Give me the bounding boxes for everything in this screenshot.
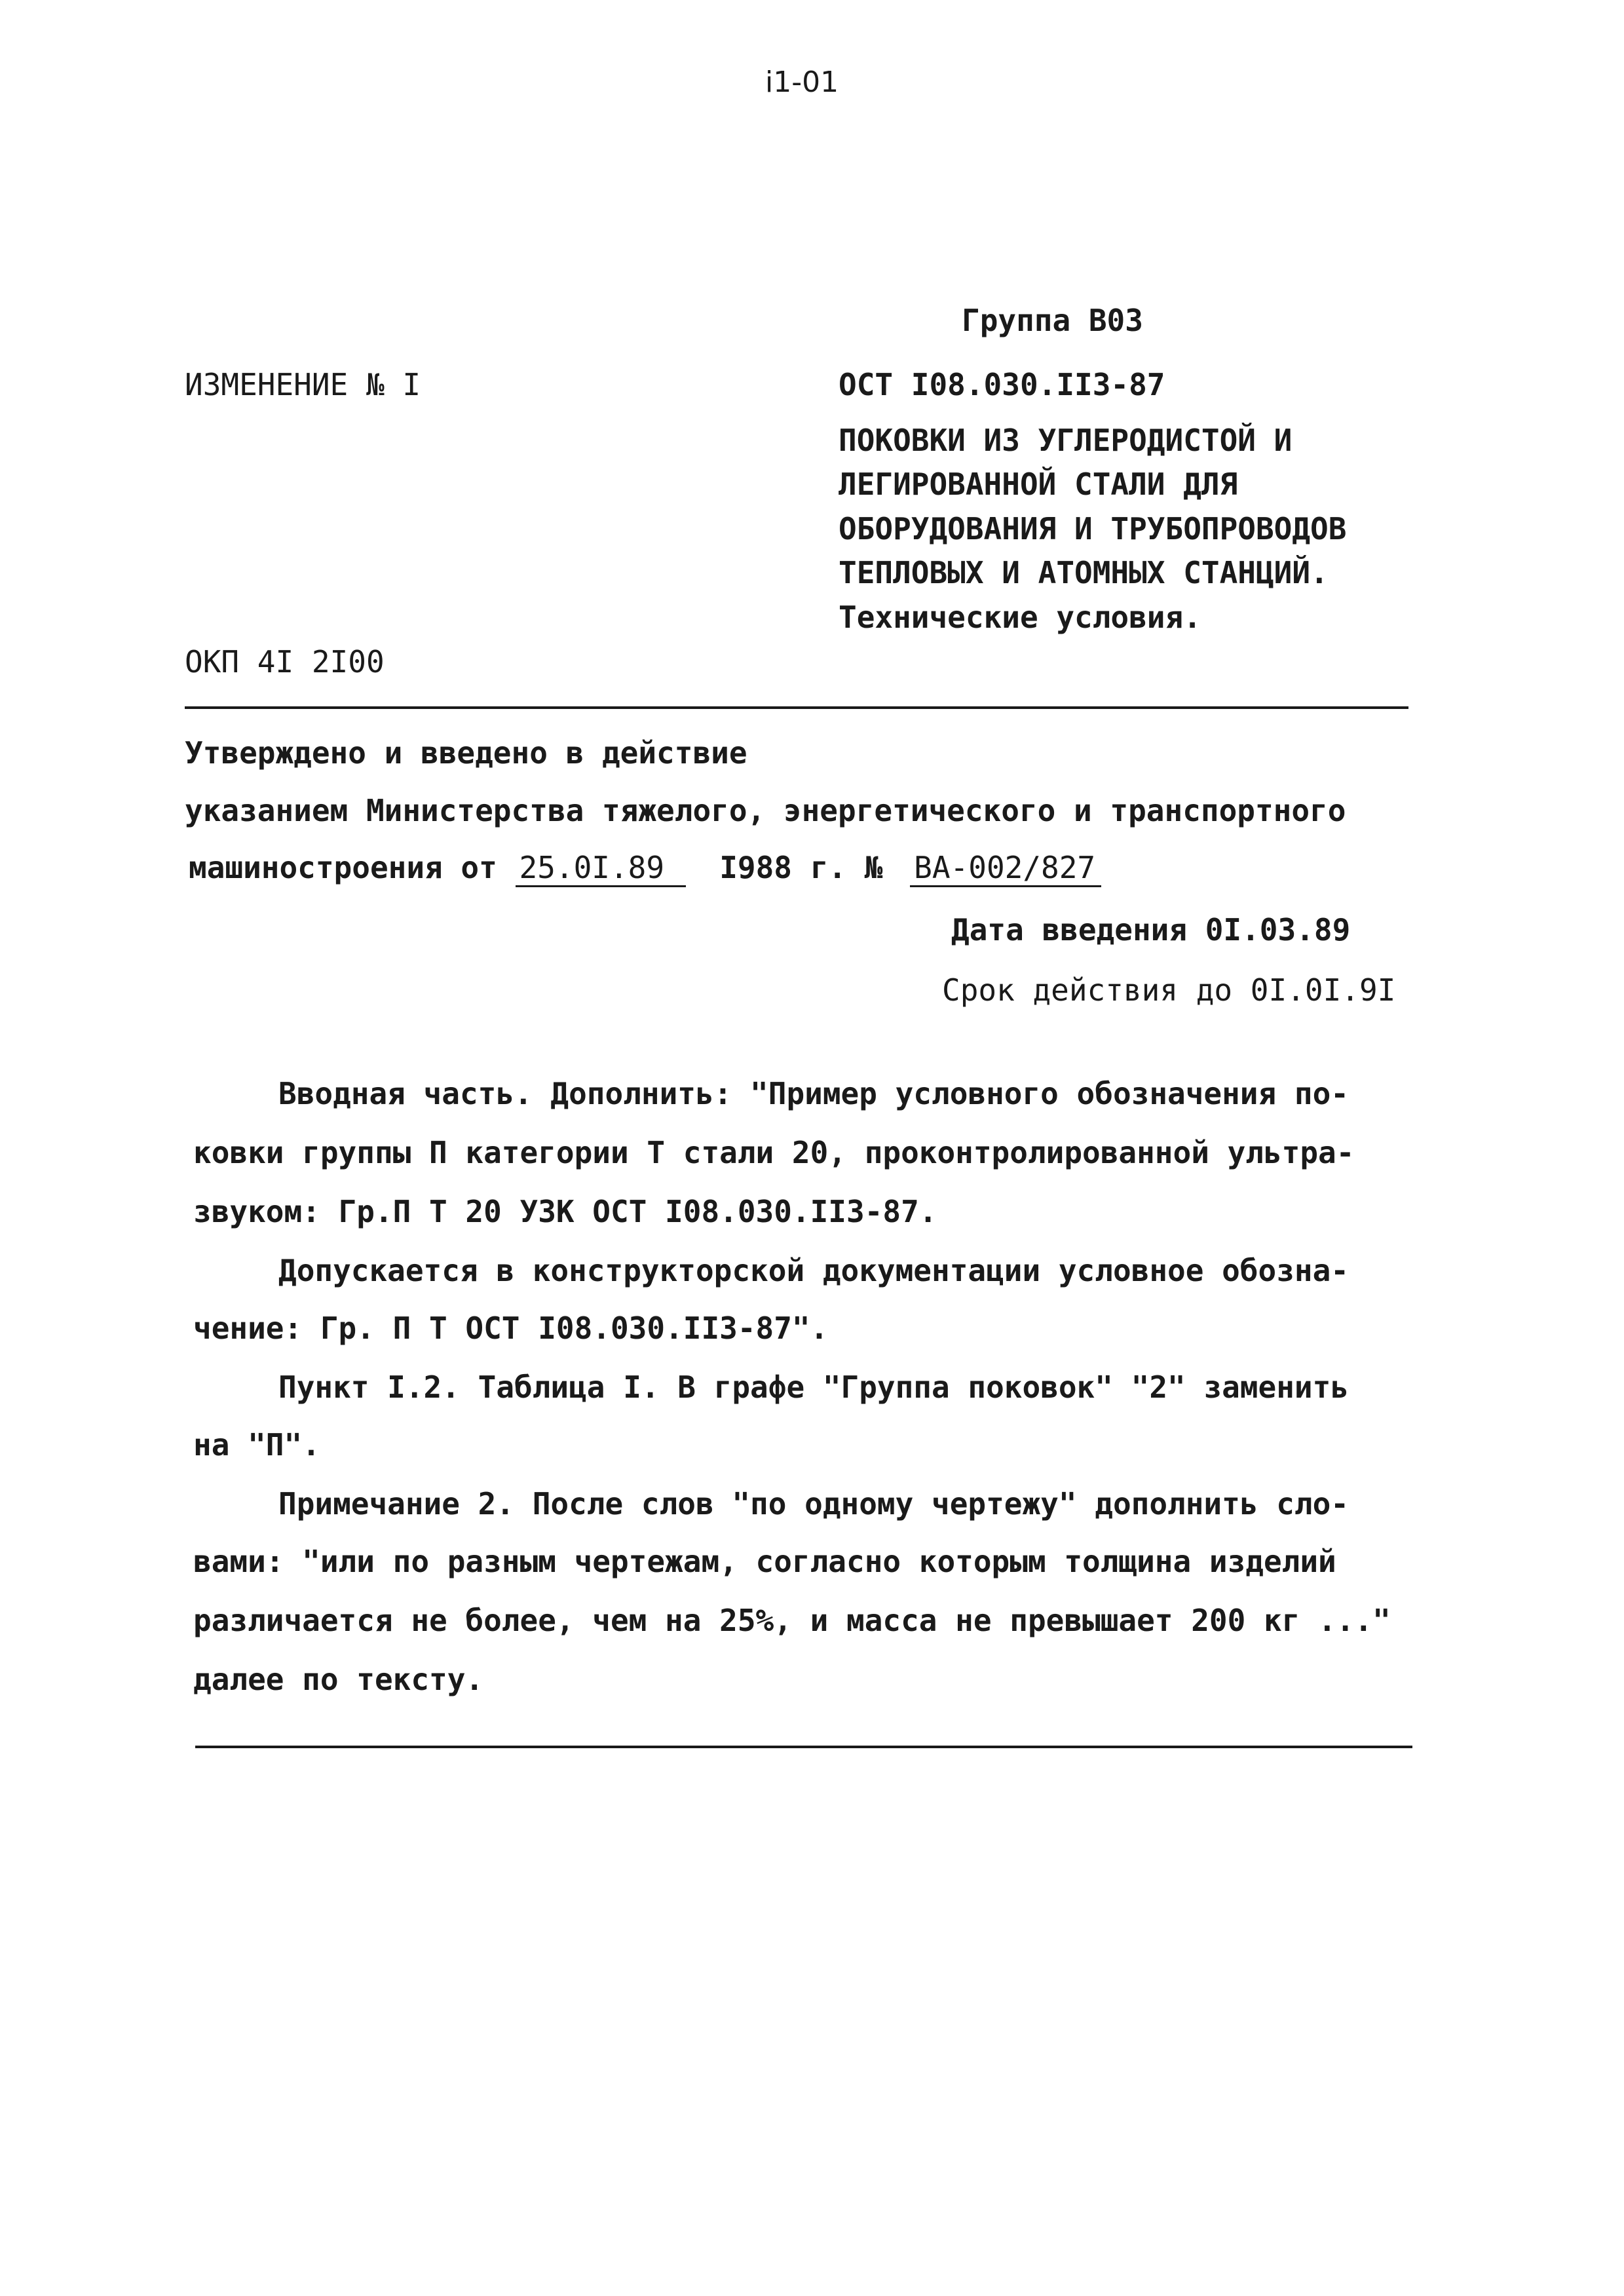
intro-date: Дата введения 0I.03.89	[951, 912, 1351, 947]
approval-prefix: машиностроения от	[189, 850, 497, 885]
paragraph-line: звуком: Гр.П Т 20 УЗК ОСТ I08.030.II3-87.	[193, 1194, 937, 1229]
paragraph-line: Вводная часть. Дополнить: "Пример условного обозначения по-	[278, 1076, 1349, 1111]
title-subtitle: Технические условия.	[839, 600, 1201, 635]
paragraph-line: чение: Гр. П Т ОСТ I08.030.II3-87".	[193, 1311, 829, 1346]
group-label: Группа В03	[962, 303, 1143, 338]
approval-number: ВА-002/827	[910, 850, 1101, 887]
approval-line: указанием Министерства тяжелого, энергетического и транспортного	[185, 793, 1346, 828]
paragraph-line: Допускается в конструкторской документации условное обозна-	[278, 1253, 1349, 1288]
paragraph-line: далее по тексту.	[193, 1662, 484, 1697]
paragraph-line: Пункт I.2. Таблица I. В графе "Группа поковок" "2" заменить	[278, 1369, 1349, 1405]
paragraph-line: ковки группы П категории Т стали 20, проконтролированной ультра-	[193, 1135, 1355, 1170]
standard-code: ОСТ I08.030.II3-87	[839, 367, 1165, 402]
change-label: ИЗМЕНЕНИЕ № I	[185, 367, 421, 402]
paragraph-line: Примечание 2. После слов "по одному чертежу" дополнить сло-	[278, 1486, 1349, 1521]
title-line: ОБОРУДОВАНИЯ И ТРУБОПРОВОДОВ	[839, 511, 1347, 546]
approval-year: I988 г. №	[719, 850, 883, 885]
title-line: ЛЕГИРОВАННОЙ СТАЛИ ДЛЯ	[839, 467, 1238, 502]
approval-line: Утверждено и введено в действие	[185, 735, 747, 771]
paragraph-line: на "П".	[193, 1427, 320, 1463]
validity-date: Срок действия до 0I.0I.9I	[942, 972, 1396, 1008]
paragraph-line: вами: "или по разным чертежам, согласно которым толщина изделий	[193, 1544, 1336, 1579]
okp-code: ОКП 4I 2I00	[185, 644, 385, 679]
page-number: i1-01	[765, 66, 839, 99]
title-line: ТЕПЛОВЫХ И АТОМНЫХ СТАНЦИЙ.	[839, 555, 1329, 590]
bottom-divider	[195, 1746, 1412, 1748]
approval-line	[189, 850, 1101, 887]
approval-date: 25.0I.89	[516, 850, 686, 887]
paragraph-line: различается не более, чем на 25%, и масса не превышает 200 кг ..."	[193, 1603, 1391, 1638]
title-line: ПОКОВКИ ИЗ УГЛЕРОДИСТОЙ И	[839, 423, 1293, 458]
top-divider	[185, 706, 1408, 709]
